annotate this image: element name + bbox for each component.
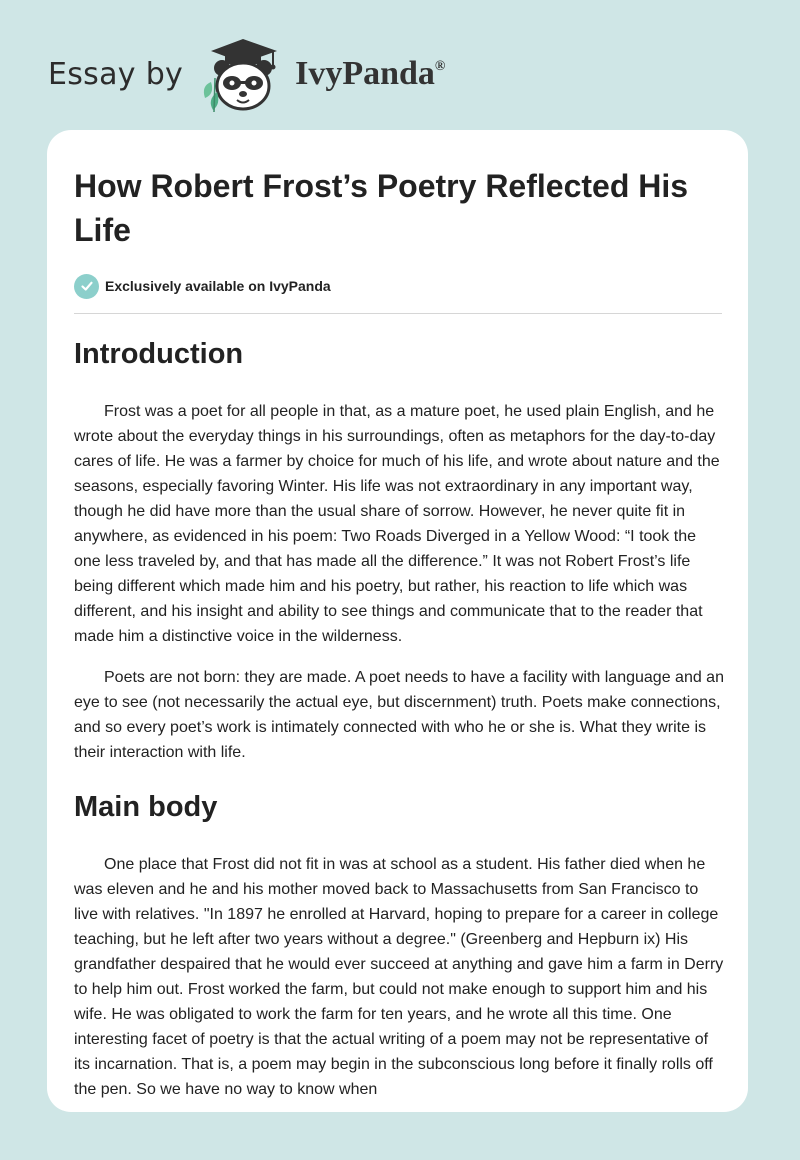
brand-name: IvyPanda® bbox=[295, 55, 446, 92]
page-title: How Robert Frost’s Poetry Reflected His Life bbox=[74, 168, 689, 248]
brand-prefix: Essay by bbox=[48, 56, 184, 92]
paragraph: Poets are not born: they are made. A poet needs to have a facility with language and an eye to see (not necessarily the actual eye, but discernment) truth. Poets make connections, and so every poet’s work is intimately connected with who he or she is. What they write is their interaction with life. bbox=[74, 669, 724, 761]
panda-logo-icon bbox=[197, 34, 289, 114]
brand-header[interactable] bbox=[48, 34, 445, 114]
section-heading-introduction: Introduction bbox=[74, 338, 244, 370]
paragraph: Frost was a poet for all people in that, as a mature poet, he used plain English, and he wrote about the everyday things in his surroundings, often as metaphors for the day-to-day cares of life. He was a farmer by choice for much of his life, and wrote about nature and the seasons, especially favoring Winter. His life was not extraordinary in any important way, though he did have more than the usual share of sorrow. However, he never quite fit in anywhere, as evidenced in his poem: Two Roads Diverged in a Yellow Wood: “I took the one less traveled by, and that has made all the difference.” It was not Robert Frost’s life being different which made him and his poetry, but rather, his reaction to life which was different, and his insight and ability to see things and communicate that to the reader that made him a distinctive voice in the wilderness. bbox=[74, 403, 720, 645]
exclusive-label: Exclusively available on IvyPanda bbox=[105, 278, 331, 294]
divider bbox=[74, 313, 722, 314]
section-heading-main-body: Main body bbox=[74, 791, 218, 823]
essay-card bbox=[47, 130, 748, 1112]
paragraph: One place that Frost did not fit in was at school as a student. His father died when he was eleven and he and his mother moved back to Massachusetts from San Francisco to live with relatives. "In 1897 he enrolled at Harvard, hoping to prepare for a career in college teaching, but he left after two years without a degree." (Greenberg and Hepburn ix) His grandfather despaired that he would ever succeed at anything and gave him a farm in Derry to help him out. Frost worked the farm, but could not make enough to support him and his wife. He was obligated to work the farm for ten years, and he wrote all this time. One interesting facet of poetry is that the actual writing of a poem may not be representative of its incarnation. That is, a poem may begin in the subconscious long before it finally rolls off the pen. So we have no way to know when bbox=[74, 856, 724, 1098]
check-icon bbox=[74, 274, 99, 299]
exclusive-badge bbox=[74, 272, 721, 300]
